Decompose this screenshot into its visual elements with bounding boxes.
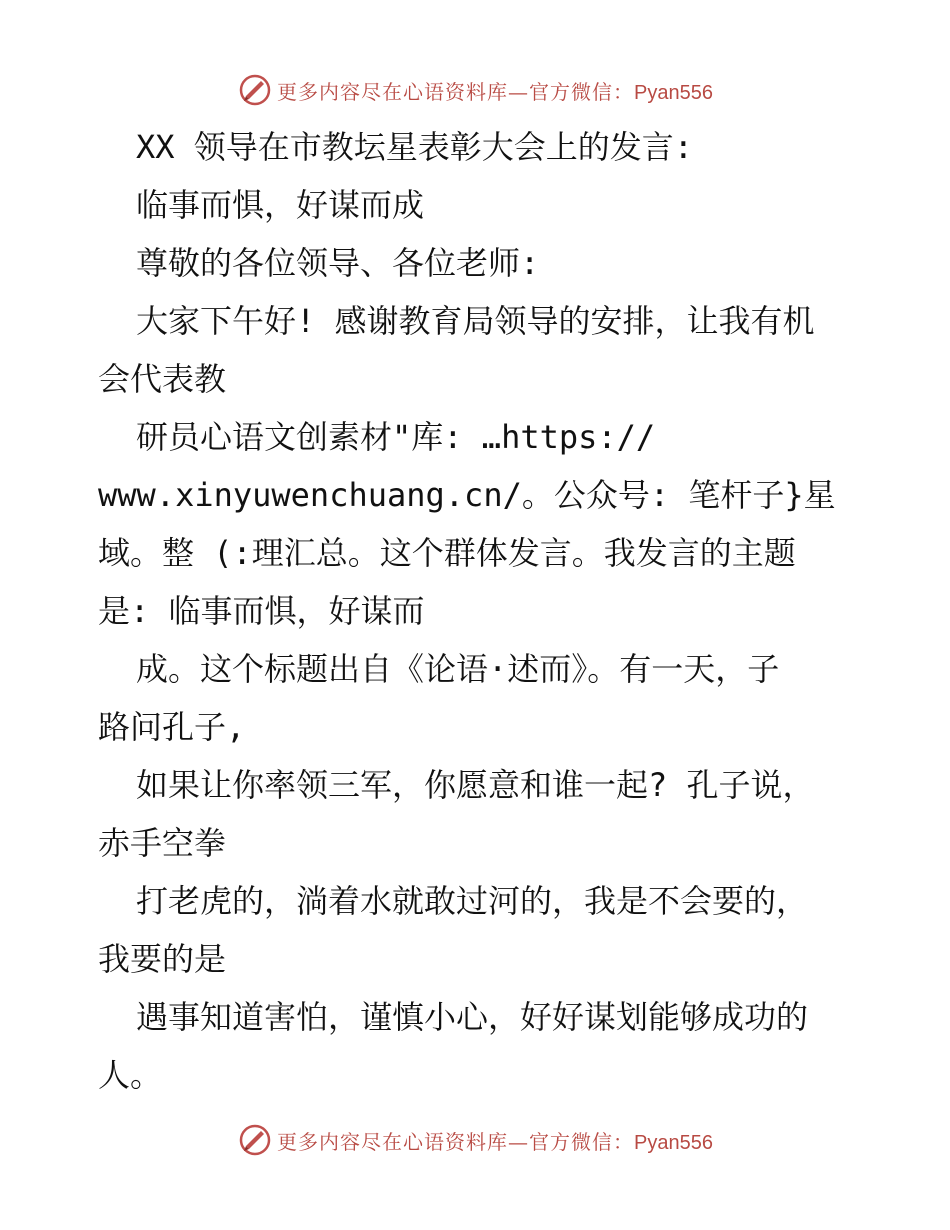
doc-line: 大家下午好! 感谢教育局领导的安排，让我有机 xyxy=(136,302,815,340)
header-wechat-id: Pyan556 xyxy=(634,81,713,104)
doc-line: www.xinyuwenchuang.cn/。公众号: 笔杆子}星 xyxy=(98,476,836,514)
doc-line: 尊敬的各位领导、各位老师: xyxy=(136,244,540,282)
doc-line: XX 领导在市教坛星表彰大会上的发言: xyxy=(136,128,694,166)
doc-line: 遇事知道害怕，谨慎小心，好好谋划能够成功的 xyxy=(136,998,809,1036)
doc-line: 打老虎的，淌着水就敢过河的，我是不会要的， xyxy=(136,882,809,920)
footer-wechat-id: Pyan556 xyxy=(634,1131,713,1154)
header-banner xyxy=(0,70,950,110)
doc-line: 如果让你率领三军，你愿意和谁一起? 孔子说， xyxy=(136,766,815,804)
document-body xyxy=(98,118,858,1104)
doc-line: 研员心语文创素材"库: …https:// xyxy=(136,418,656,456)
header-banner-text: 更多内容尽在心语资料库—官方微信：Pyan556 xyxy=(277,79,713,104)
doc-line: 临事而惧，好谋而成 xyxy=(136,186,425,224)
doc-line: 是: 临事而惧，好谋而 xyxy=(98,592,425,630)
doc-line: 我要的是 xyxy=(98,940,227,978)
doc-line: 赤手空拳 xyxy=(98,824,227,862)
doc-line: 成。这个标题出自《论语·述而》。有一天，子 xyxy=(136,650,780,688)
pen-logo-icon xyxy=(237,1122,273,1158)
pen-logo-icon xyxy=(237,72,273,108)
doc-line: 会代表教 xyxy=(98,360,227,398)
footer-banner-text: 更多内容尽在心语资料库—官方微信：Pyan556 xyxy=(277,1129,713,1154)
doc-line: 域。整 (:理汇总。这个群体发言。我发言的主题 xyxy=(98,534,796,572)
doc-line: 人。 xyxy=(98,1056,163,1094)
doc-line: 路问孔子, xyxy=(98,708,246,746)
footer-banner xyxy=(0,1120,950,1160)
